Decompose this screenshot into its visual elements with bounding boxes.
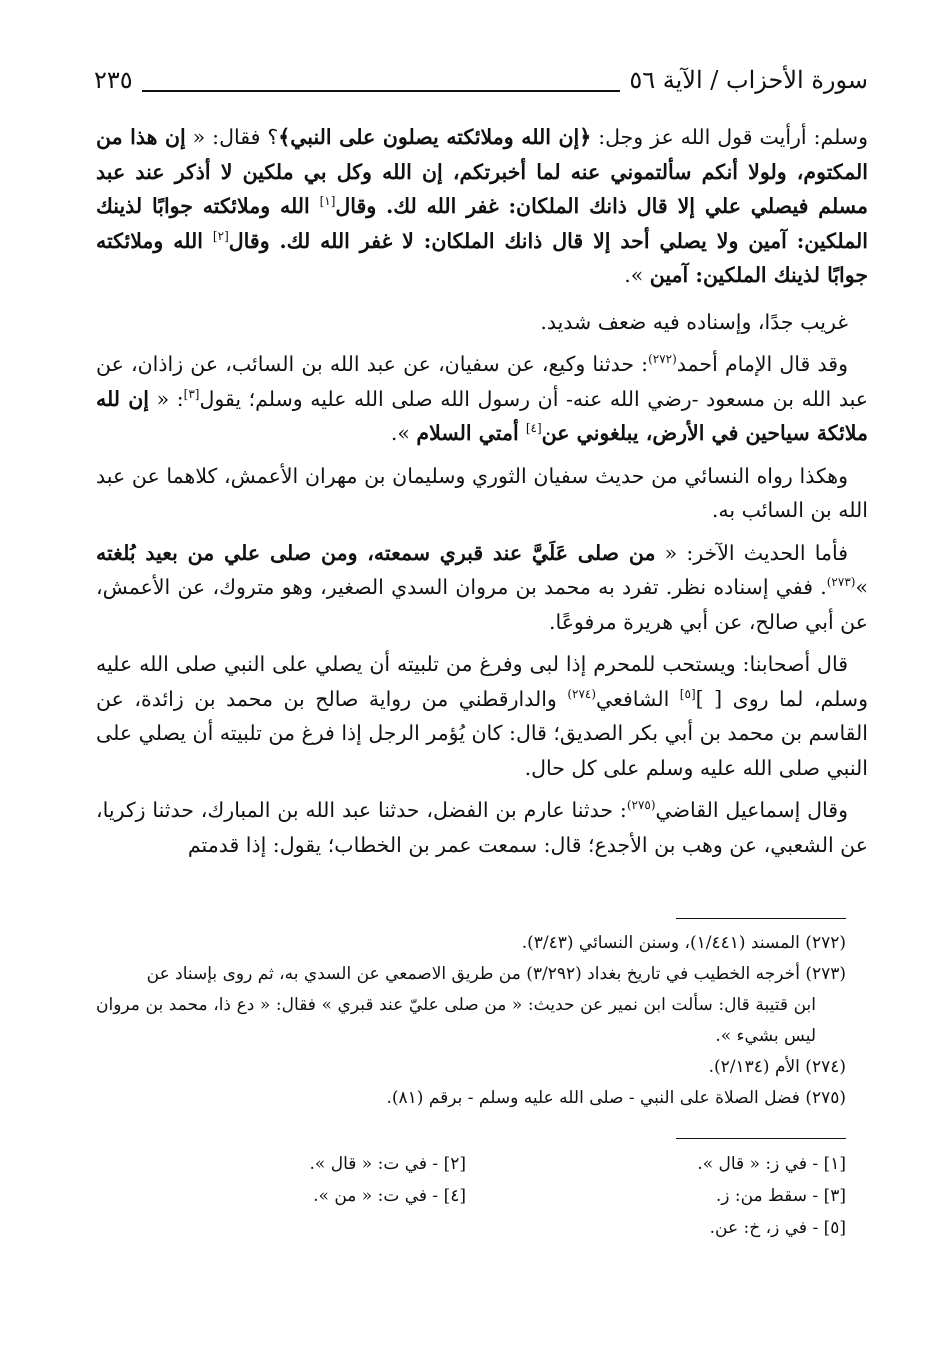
variants-left-column (310, 1148, 466, 1212)
text-run: وقال إسماعيل القاضي (655, 798, 849, 822)
variant-note: [٢] - في ت: « قال ». (309, 1154, 466, 1174)
text-run: وسلم: أرأيت قول الله عز وجل: (591, 125, 868, 149)
running-title: سورة الأحزاب / الآية ٥٦ (629, 66, 868, 94)
quoted-text: أمتي السلام (416, 421, 526, 445)
text-run: : « (149, 386, 184, 411)
note-marker: [١] (319, 194, 336, 209)
variant-note: [٥] - في ز، خ: عن. (709, 1218, 846, 1238)
note-marker: [٥] (679, 686, 696, 701)
manuscript-variants (200, 1148, 846, 1258)
footnote: (٢٧٣) أخرجه الخطيب في تاريخ بغداد (٣/٢٩٢) من طريق الاصمعي عن السدي به، ثم روى بإسناد عن (146, 964, 846, 984)
text-run: قال أصحابنا: ويستحب للمحرم إذا لبى وفرغ من تلبيته أن يصلي على النبي صلى الله عليه وسلم، لما روى [ ] (96, 652, 868, 711)
text-run: والدارقطني من رواية صالح بن محمد بن زائدة، عن القاسم بن محمد بن أبي بكر الصديق؛ قال: كان يُؤمر الرجل إذا فرغ من تلبيته أن يصلي على النبي صلى الله عليه وسلم على كل حال. (96, 686, 868, 780)
note-marker: (٢٧٥) (626, 798, 656, 813)
text-run: . ففي إسناده نظر. تفرد به محمد بن مروان السدي الصغير، وهو متروك، عن الأعمش، عن أبي صالح، عن أبي هريرة مرفوعًا. (96, 575, 868, 634)
variant-note: [١] - في ز: « قال ». (697, 1154, 846, 1174)
paragraph (96, 120, 868, 293)
footnotes (96, 928, 846, 1114)
quoted-text: الله وملائكته جوابًا لذينك الملكين: آمين (96, 228, 868, 287)
text-run: وقد قال الإمام أحمد (676, 352, 848, 376)
paragraph (96, 305, 868, 340)
page-header (94, 62, 868, 102)
paragraph (96, 793, 868, 862)
note-marker: (٢٧٢) (648, 352, 677, 367)
footnote: (٢٧٥) فضل الصلاة على النبي - صلى الله عليه وسلم - برقم (٨١). (386, 1088, 846, 1108)
quoted-text: ﴿إن الله وملائكته يصلون على النبي﴾ (278, 125, 592, 149)
text-run: ؟ فقال: « (185, 125, 279, 149)
paragraph (96, 536, 868, 640)
variants-right-column (697, 1148, 846, 1244)
quoted-text: من صلى عَلَيَّ عند قبري سمعته، ومن صلى علي من بعيد بُلغته (96, 540, 656, 565)
text-run: : حدثنا عارم بن الفضل، حدثنا عبد الله بن المبارك، حدثنا زكريا، عن الشعبي، عن وهب بن الأجدع؛ قال: سمعت عمر بن الخطاب؛ يقول: إذا قدمتم (96, 798, 868, 857)
footnote: ابن قتيبة قال: سألت ابن نمير عن حديث: « من صلى عليّ عند قبري » فقال: « دع ذا، محمد بن مروان ليس بشيء ». (96, 995, 816, 1046)
note-marker: [٣] (183, 386, 200, 401)
note-marker: [٤] (525, 421, 542, 436)
text-run: ». (624, 263, 650, 287)
paragraph (96, 647, 868, 785)
text-run: الشافعي (596, 686, 680, 711)
footnote: (٢٧٢) المسند (١/٤٤١)، وسنن النسائي (٣/٤٣). (521, 933, 846, 953)
main-text (96, 120, 868, 870)
page-number: ٢٣٥ (94, 66, 133, 94)
quoted-text: إن هذا من المكتوم، ولولا أنكم سألتموني عنه لما أخبرتكم، إن الله وكل بي ملكين لا أذكر عند عبد مسلم فيصلي علي إلا قال ذانك الملكان: غفر الله لك. وقال (96, 125, 868, 218)
variant-note: [٣] - سقط من: ز. (715, 1186, 846, 1206)
text-run: غريب جدًا، وإسناده فيه ضعف شديد. (540, 309, 848, 334)
quoted-text: الله وملائكته جوابًا لذينك الملكين: آمين ولا يصلي أحد إلا قال ذانك الملكان: لا غفر الله لك. وقال (96, 194, 868, 253)
note-marker: (٢٧٤) (567, 686, 597, 701)
text-run: : حدثنا وكيع، عن سفيان، عن عبد الله بن السائب، عن زاذان، عن عبد الله بن مسعود -رضي الله عنه- أن رسول الله صلى الله عليه وسلم؛ يقول (96, 352, 869, 411)
text-run: ». (390, 421, 417, 445)
quoted-text: إن لله ملائكة سياحين في الأرض، يبلغوني عن (96, 386, 868, 445)
header-rule (142, 90, 620, 92)
text-run: فأما الحديث الآخر: « (655, 540, 848, 565)
note-marker: (٢٧٣) (826, 575, 856, 590)
paragraph (96, 347, 868, 451)
paragraph (96, 459, 868, 528)
text-run: وهكذا رواه النسائي من حديث سفيان الثوري وسليمان بن مهران الأعمش، كلاهما عن عبد الله بن السائب به. (96, 463, 868, 522)
footnote-divider (676, 918, 846, 919)
text-run: » (855, 575, 868, 599)
variants-divider (676, 1138, 846, 1139)
footnote: (٢٧٤) الأم (٢/١٣٤). (708, 1057, 846, 1077)
variant-note: [٤] - في ت: « من ». (313, 1186, 466, 1206)
note-marker: [٢] (212, 228, 229, 243)
